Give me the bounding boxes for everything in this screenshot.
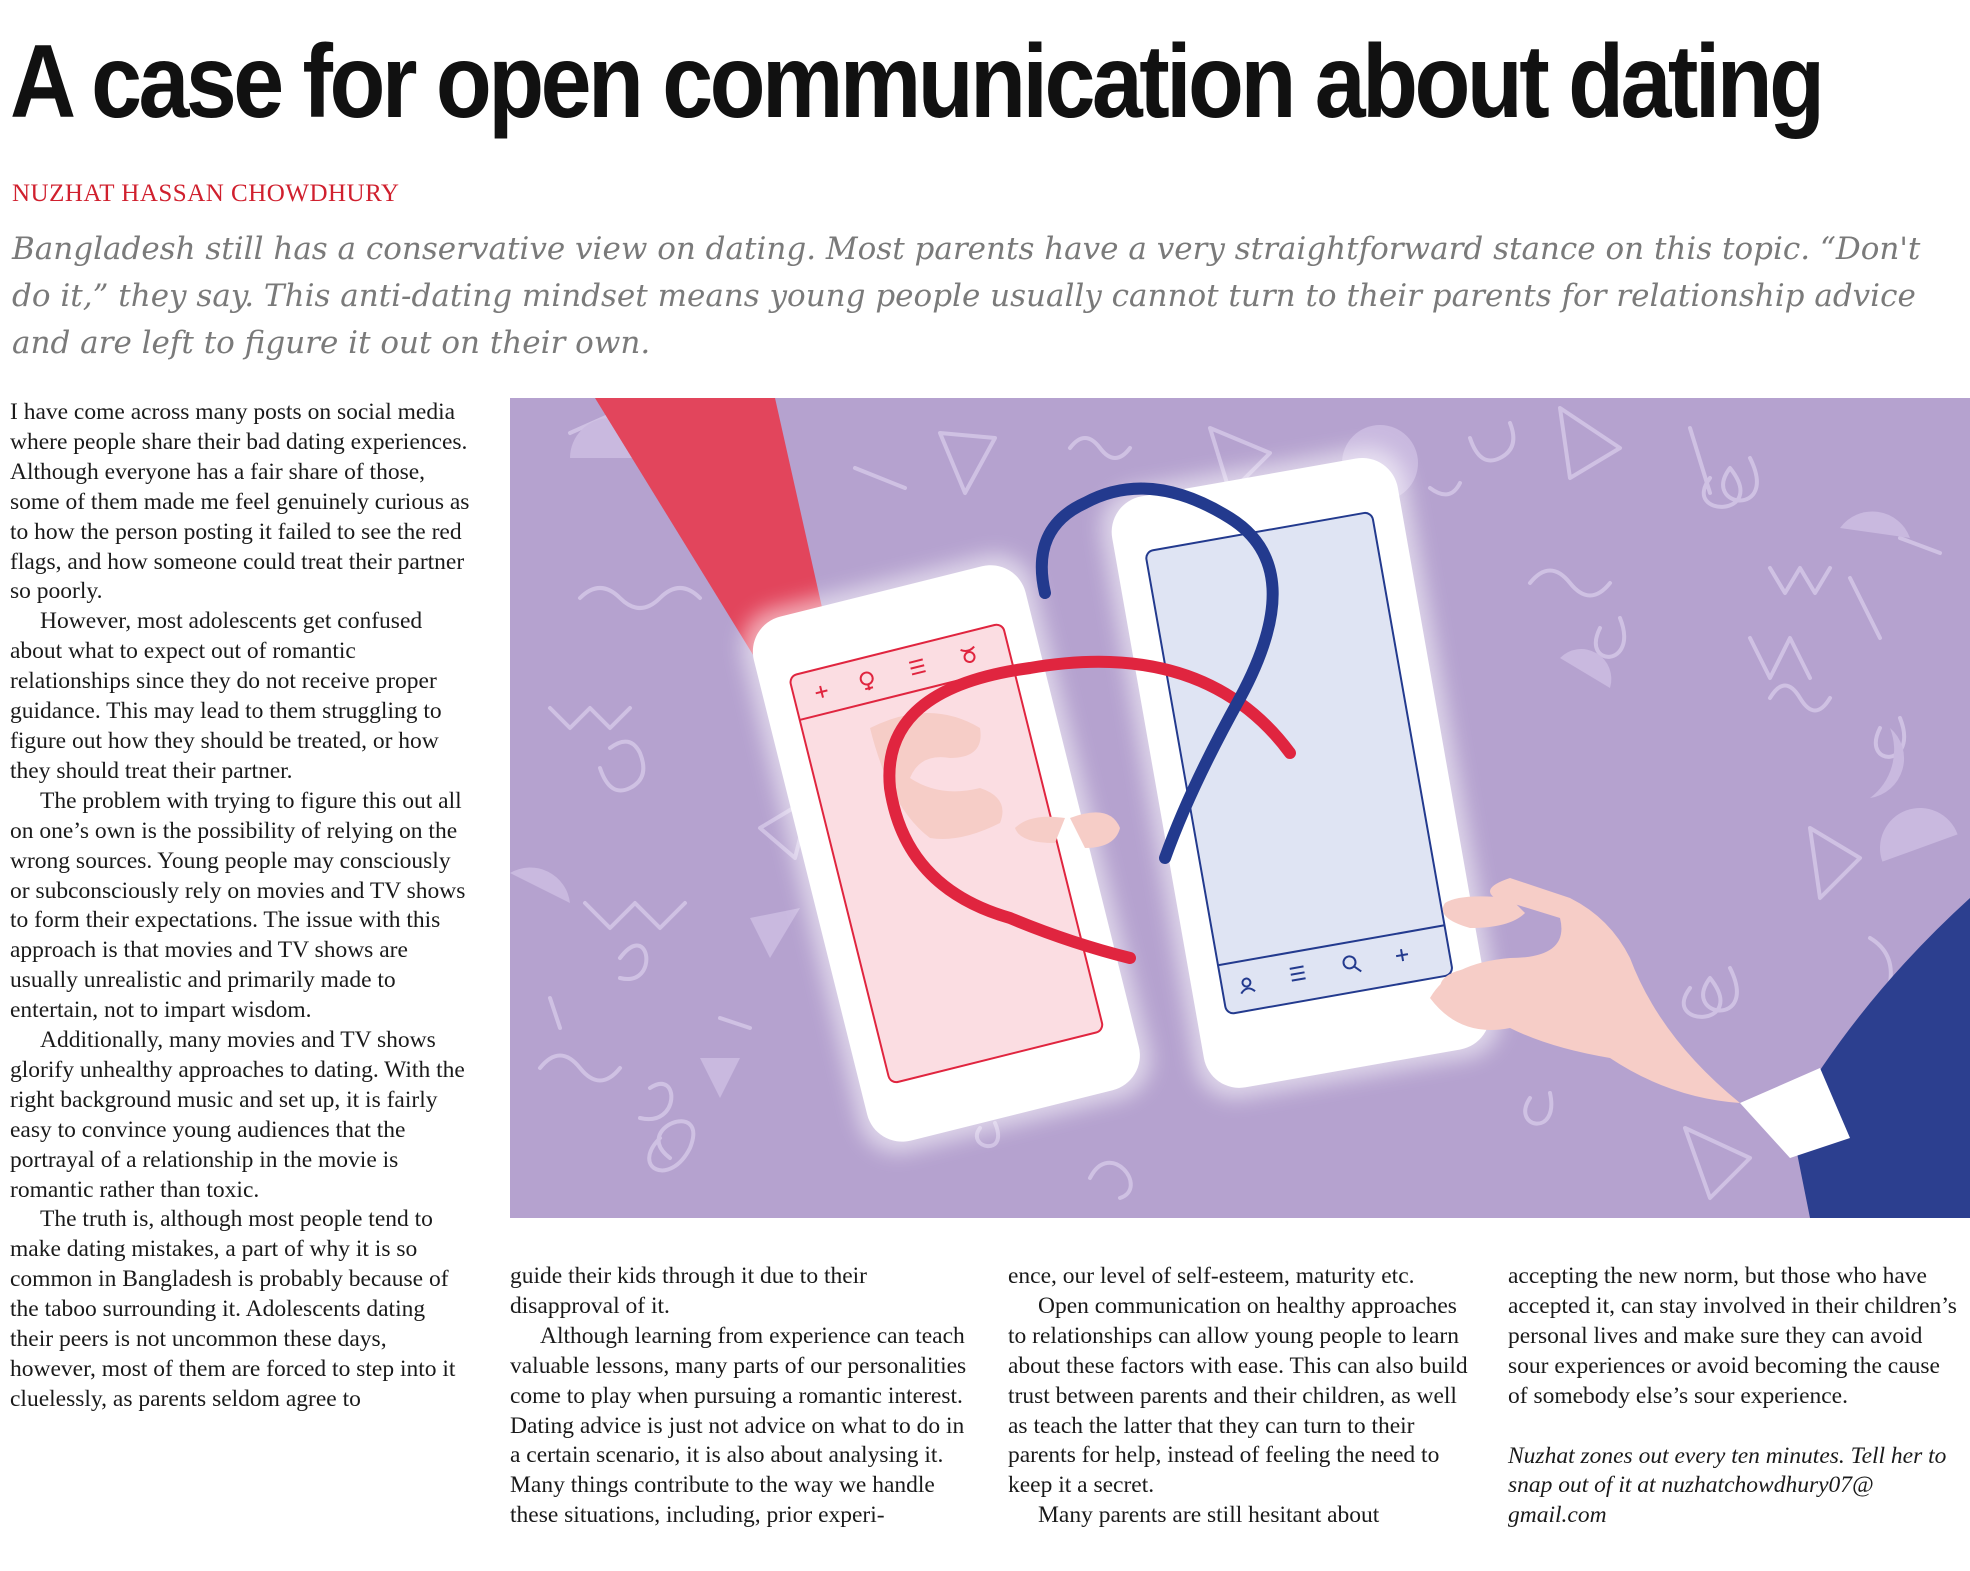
paragraph: Additionally, many movies and TV shows glorify unhealthy approaches to dating. With the right background music and set up, it is fairly easy to convince young audiences that the portrayal of a relationship in the movie is romantic rather than toxic. xyxy=(10,1027,465,1203)
author-byline: NUZHAT HASSAN CHOWDHURY xyxy=(12,180,400,207)
paragraph: Open communication on healthy approaches to relationships can allow young people to learn about these factors with ease. This can also build trust between parents and their children, as well as teach the latter that they can turn to their parents for help, instead of feeling the need to keep it a secret. xyxy=(1008,1292,1468,1499)
article-column-4 xyxy=(1508,1262,1963,1531)
paragraph: Although learning from experience can teach valuable lessons, many parts of our personalities come to play when pursuing a romantic interest. Dating advice is just not advice on what to do in a certain scenario, it is also about analysing it. Many things contribute to the way we handle these situations, including, prior experi- xyxy=(510,1322,967,1529)
paragraph: However, most adolescents get confused about what to expect out of romantic relationships since they do not receive proper guidance. This may lead to them struggling to figure out how they should be treated, or how they should treat their partner. xyxy=(10,608,442,784)
paragraph: guide their kids through it due to their disapproval of it. xyxy=(510,1263,868,1319)
article-column-2 xyxy=(510,1262,975,1531)
article-title: A case for open communication about dating xyxy=(10,24,1822,140)
paragraph: I have come across many posts on social media where people share their bad dating experiences. Although everyone has a fair share of those, some of them made me feel genuinely curious as to how the person posting it failed to see the red flags, and how someone could treat their partner so poorly. xyxy=(10,399,470,605)
paragraph: ence, our level of self-esteem, maturity etc. xyxy=(1008,1263,1415,1289)
article-column-1 xyxy=(10,398,470,1415)
paragraph: accepting the new norm, but those who have accepted it, can stay involved in their children’s personal lives and make sure they can avoid sour experiences or avoid becoming the cause of somebody else’s sour experience. xyxy=(1508,1263,1957,1409)
article-illustration xyxy=(510,398,1970,1218)
article-column-3 xyxy=(1008,1262,1473,1531)
paragraph: The truth is, although most people tend to make dating mistakes, a part of why it is so common in Bangladesh is probably because of the taboo surrounding it. Adolescents dating their peers is not uncommon these days, however, most of them are forced to step into it cluelessly, as parents seldom agree to xyxy=(10,1206,456,1412)
author-bio: Nuzhat zones out every ten minutes. Tell her to snap out of it at nuzhatchowdhury07@ gmail.com xyxy=(1508,1442,1947,1529)
paragraph: Many parents are still hesitant about xyxy=(1038,1502,1380,1529)
article-intro: Bangladesh still has a conservative view on dating. Most parents have a very straightforward stance on this topic. “Don't do it,” they say. This anti-dating mindset means young people usually cannot turn to their parents for relationship advice and are left to figure it out on their own. xyxy=(12,231,1921,361)
paragraph: The problem with trying to figure this out all on one’s own is the possibility of relying on the wrong sources. Young people may consciously or subconsciously rely on movies and TV shows to form their expectations. The issue with this approach is that movies and TV shows are usually unrealistic and primarily made to entertain, not to impart wisdom. xyxy=(10,787,466,1024)
